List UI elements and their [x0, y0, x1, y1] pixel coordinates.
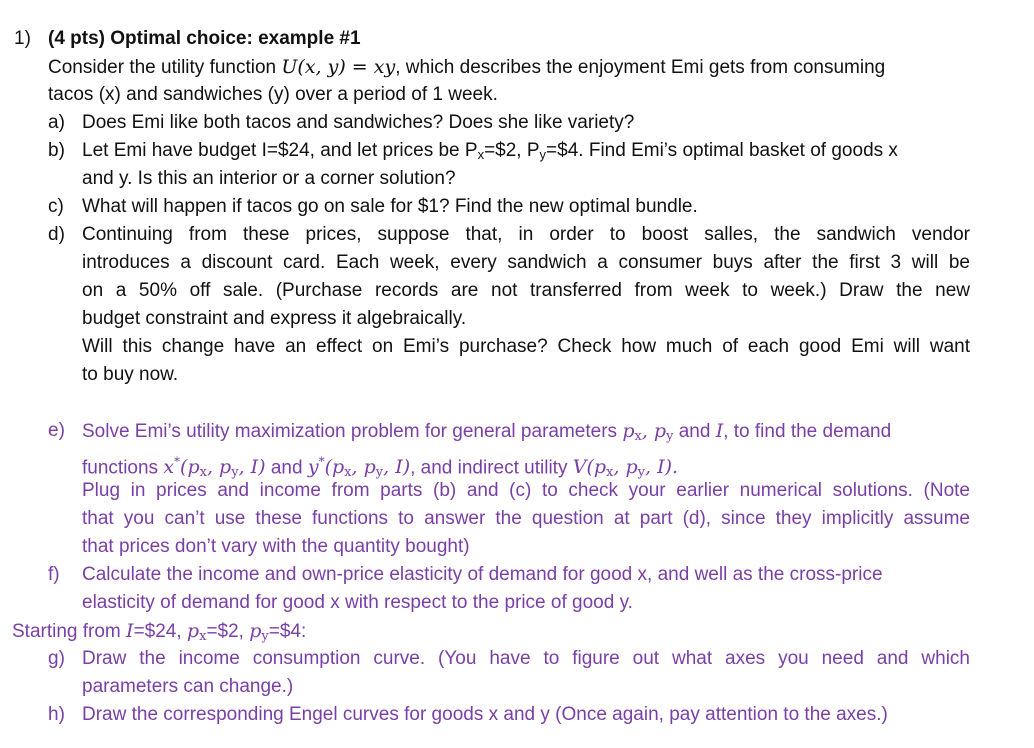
part-f-label: f): [48, 564, 60, 585]
starting-py: =$4:: [268, 621, 307, 642]
part-d-line: budget constraint and express it algebraically.: [82, 308, 467, 329]
part-b-text-3: =$4. Find Emi’s optimal basket of goods x: [546, 140, 898, 161]
part-e-and: and: [673, 421, 716, 442]
part-e-line-1: [82, 418, 891, 450]
part-b-text-2: =$2, P: [484, 140, 540, 161]
part-b-text: Let Emi have budget I=$24, and let prices be P: [82, 140, 478, 161]
problem-title: (4 pts) Optimal choice: example #1: [48, 28, 361, 49]
intro-text: Consider the utility function: [48, 57, 282, 78]
py-subscript: y: [539, 147, 547, 162]
part-e-and-2: and: [265, 457, 308, 479]
part-b-line-1: [82, 138, 898, 168]
part-e-indirect: , and indirect utility: [410, 457, 573, 479]
part-a-text: Does Emi like both tacos and sandwiches? Does she like variety?: [82, 112, 635, 133]
part-h-text: Draw the corresponding Engel curves for goods x and y (Once again, pay attention to the axes.): [82, 704, 888, 725]
part-c-text: What will happen if tacos go on sale for $1? Find the new optimal bundle.: [82, 196, 698, 217]
starting-px: =$2,: [206, 621, 250, 642]
intro-text-cont: , which describes the enjoyment Emi gets from consuming: [395, 57, 886, 78]
part-f-line-2: elasticity of demand for good x with respect to the price of good y.: [82, 592, 633, 613]
part-e-label: e): [48, 420, 65, 441]
part-g-line-1: Draw the income consumption curve. (You have to figure out what axes you need and which: [82, 648, 970, 669]
math-px-start: $p_x$: [186, 620, 207, 644]
math-py-start: $p_y$: [249, 620, 269, 644]
px-subscript: x: [477, 147, 485, 162]
math-x-star: $x^*(p_x$, $p_y$, I): [163, 455, 266, 481]
math-px-py: $p_x$, $p_y$: [622, 420, 674, 444]
math-I: I: [715, 420, 724, 442]
part-d-line: on a 50% off sale. (Purchase records are not transferred from week to week.) Draw the new: [82, 280, 970, 301]
part-a-label: a): [48, 112, 65, 133]
part-e-line: that prices don’t vary with the quantity bought): [82, 536, 470, 557]
part-d-line: Continuing from these prices, suppose that, in order to boost salles, the sandwich vendor: [82, 224, 970, 245]
part-e-functions: functions: [82, 457, 164, 479]
part-h-label: h): [48, 704, 65, 725]
math-I-start: I: [126, 620, 134, 642]
part-e-line: that you can’t use these functions to answer the question at part (d), since they implicitly assume: [82, 508, 970, 529]
part-g-line-2: parameters can change.): [82, 676, 294, 697]
part-c-label: c): [48, 196, 64, 217]
part-e-line: Plug in prices and income from parts (b) and (c) to check your earlier numerical solutions. (Note: [82, 480, 970, 501]
intro-line-1: [48, 54, 972, 81]
starting-text: Starting from: [12, 621, 127, 642]
part-d-line: Will this change have an effect on Emi’s purchase? Check how much of each good Emi will want: [82, 336, 970, 357]
part-b-line-2: and y. Is this an interior or a corner solution?: [82, 168, 456, 189]
math-y-star: $y^*(p_x$, $p_y$, I): [307, 455, 411, 481]
part-d-label: d): [48, 224, 65, 245]
problem-number: 1): [14, 28, 31, 49]
part-e-text: Solve Emi’s utility maximization problem for general parameters: [82, 421, 623, 442]
part-d-line: to buy now.: [82, 364, 179, 385]
part-e-text-end: , to find the demand: [723, 421, 892, 442]
part-g-label: g): [48, 648, 65, 669]
intro-line-2: tacos (x) and sandwiches (y) over a period of 1 week.: [48, 84, 498, 105]
utility-function: U(x, y) = xy: [281, 56, 396, 78]
part-d-line: introduces a discount card. Each week, every sandwich a consumer buys after the first 3 will be: [82, 252, 970, 273]
part-f-line-1: Calculate the income and own-price elasticity of demand for good x, and well as the cross-price: [82, 564, 883, 585]
math-V: $V(p_x$, $p_y$, I).: [572, 456, 679, 481]
part-b-label: b): [48, 140, 65, 161]
starting-income: =$24,: [133, 621, 187, 642]
